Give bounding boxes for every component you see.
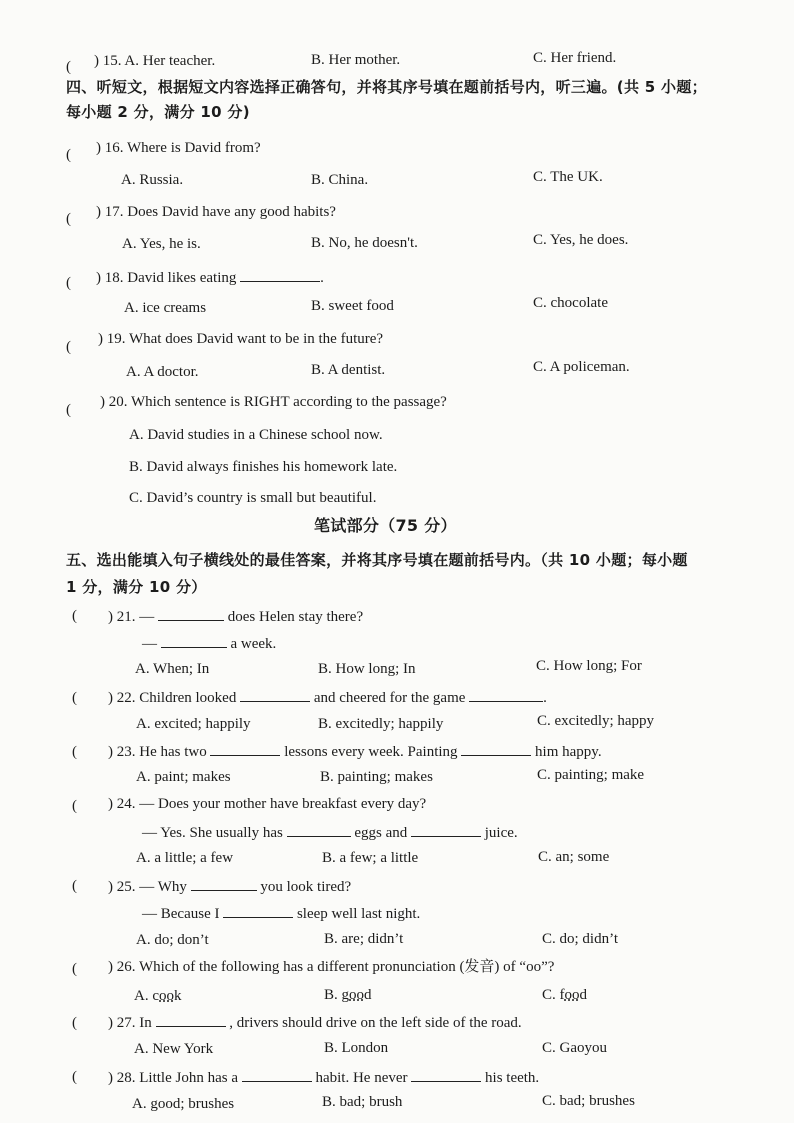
option-text: d: [364, 987, 372, 1003]
option-underlined: oo: [349, 987, 365, 1003]
question-27-text: , drivers should drive on the left side of the road.: [229, 1015, 522, 1031]
question-16-option-a: A. Russia.: [121, 172, 184, 188]
question-27-stem: [108, 1012, 522, 1032]
question-21-line-2: [142, 633, 276, 653]
question-28-text: habit. He never: [315, 1070, 408, 1086]
option-text: B. g: [324, 987, 350, 1003]
question-17-option-b: B. No, he doesn't.: [311, 235, 418, 251]
question-23-text: ) 23. He has two: [108, 744, 207, 760]
answer-blank[interactable]: [191, 876, 257, 891]
question-25-line-1: [108, 876, 351, 896]
question-23-text: lessons every week. Painting: [284, 744, 458, 760]
answer-blank[interactable]: [158, 606, 224, 621]
question-23-option-c: C. painting; make: [537, 767, 645, 783]
question-17-stem: ) 17. Does David have any good habits?: [96, 204, 336, 220]
question-21-line-1: [108, 606, 363, 626]
question-26-option-a: [134, 987, 182, 1005]
question-20-option-a: A. David studies in a Chinese school now.: [129, 427, 383, 443]
question-15-stem: ) 15. A. Her teacher.: [94, 53, 216, 69]
answer-blank[interactable]: [156, 1012, 226, 1027]
question-26-option-c: [542, 986, 587, 1004]
section-5-subtitle: 1 分，满分 10 分）: [66, 578, 207, 596]
question-21-text: a week.: [230, 636, 277, 652]
question-25-option-b: B. are; didn’t: [324, 931, 404, 947]
question-23-option-b: B. painting; makes: [320, 769, 433, 785]
question-24-text: eggs and: [354, 825, 408, 841]
question-28-text: ) 28. Little John has a: [108, 1070, 238, 1086]
answer-blank[interactable]: [240, 687, 310, 702]
question-28-text: his teeth.: [485, 1070, 540, 1086]
answer-blank[interactable]: [161, 633, 227, 648]
question-28-option-a: A. good; brushes: [132, 1096, 235, 1112]
question-21-dash: —: [142, 636, 157, 652]
answer-paren[interactable]: (: [72, 608, 77, 624]
question-15-option-b: B. Her mother.: [311, 52, 401, 68]
question-18-text: ) 18. David likes eating: [96, 270, 237, 286]
option-underlined: oo: [159, 988, 174, 1004]
question-15-option-c: C. Her friend.: [533, 50, 617, 66]
question-16-stem: ) 16. Where is David from?: [96, 140, 261, 156]
question-19-stem: ) 19. What does David want to be in the future?: [98, 331, 384, 347]
option-text: d: [579, 987, 587, 1003]
question-24-option-a: A. a little; a few: [136, 850, 234, 866]
answer-blank[interactable]: [210, 741, 280, 756]
answer-blank[interactable]: [461, 741, 531, 756]
question-22-period: .: [543, 690, 547, 706]
question-18-stem: [96, 267, 324, 287]
question-20-option-c: C. David’s country is small but beautiful.: [129, 490, 377, 506]
question-24-text: — Yes. She usually has: [142, 825, 283, 841]
answer-paren[interactable]: (: [66, 275, 71, 291]
answer-paren[interactable]: (: [72, 690, 77, 706]
answer-blank[interactable]: [411, 1067, 481, 1082]
question-17-option-c: C. Yes, he does.: [533, 232, 629, 248]
question-21-option-c: C. How long; For: [536, 658, 642, 674]
question-21-option-a: A. When; In: [135, 661, 210, 677]
question-20-option-b: B. David always finishes his homework late.: [129, 459, 398, 475]
question-25-line-2: [142, 903, 420, 923]
question-16-option-c: C. The UK.: [533, 169, 603, 185]
option-text: A. c: [134, 988, 159, 1004]
question-19-option-a: A. A doctor.: [126, 364, 199, 380]
answer-paren[interactable]: (: [66, 59, 71, 75]
answer-paren[interactable]: (: [66, 211, 71, 227]
question-26-option-b: [324, 986, 372, 1004]
question-25-text: sleep well last night.: [296, 906, 421, 922]
answer-blank[interactable]: [469, 687, 543, 702]
question-21-text: does Helen stay there?: [227, 609, 364, 625]
question-24-line-2: [142, 822, 518, 842]
answer-paren[interactable]: (: [66, 402, 71, 418]
question-24-line-1: ) 24. — Does your mother have breakfast every day?: [108, 796, 427, 812]
answer-paren[interactable]: (: [72, 961, 77, 977]
question-25-text: ) 25. — Why: [108, 879, 187, 895]
question-17-option-a: A. Yes, he is.: [122, 236, 201, 252]
question-20-stem: ) 20. Which sentence is RIGHT according to the passage?: [100, 394, 447, 410]
answer-blank[interactable]: [242, 1067, 312, 1082]
question-27-text: ) 27. In: [108, 1015, 152, 1031]
question-23-option-a: A. paint; makes: [136, 769, 231, 785]
question-22-option-c: C. excitedly; happy: [537, 713, 655, 729]
question-25-text: — Because I: [142, 906, 220, 922]
question-18-option-b: B. sweet food: [311, 298, 394, 314]
question-22-text: ) 22. Children looked: [108, 690, 237, 706]
section-4-subtitle: 每小题 2 分，满分 10 分): [66, 103, 250, 121]
answer-blank[interactable]: [240, 267, 320, 282]
question-23-text: him happy.: [535, 744, 602, 760]
question-16-option-b: B. China.: [311, 172, 369, 188]
question-28-option-b: B. bad; brush: [322, 1094, 403, 1110]
answer-paren[interactable]: (: [66, 339, 71, 355]
option-text: C. f: [542, 987, 565, 1003]
section-5-title: 五、选出能填入句子横线处的最佳答案，并将其序号填在题前括号内。（共 10 小题；每小题: [66, 551, 688, 569]
answer-paren[interactable]: (: [72, 878, 77, 894]
question-22-option-a: A. excited; happily: [136, 716, 251, 732]
option-underlined: oo: [564, 987, 580, 1003]
question-25-option-a: A. do; don’t: [136, 932, 209, 948]
answer-blank[interactable]: [411, 822, 481, 837]
written-part-title: 笔试部分（75 分）: [314, 516, 457, 535]
question-26-stem: ) 26. Which of the following has a different pronunciation (发音) of “oo”?: [108, 959, 555, 975]
question-28-stem: [108, 1067, 539, 1087]
question-18-option-c: C. chocolate: [533, 295, 608, 311]
question-27-option-a: A. New York: [134, 1041, 214, 1057]
question-28-option-c: C. bad; brushes: [542, 1093, 635, 1109]
answer-paren[interactable]: (: [72, 744, 77, 760]
question-22-option-b: B. excitedly; happily: [318, 716, 444, 732]
answer-blank[interactable]: [287, 822, 351, 837]
question-21-option-b: B. How long; In: [318, 661, 416, 677]
question-25-option-c: C. do; didn’t: [542, 931, 618, 947]
question-23-stem: [108, 741, 602, 761]
question-24-text: juice.: [484, 825, 518, 841]
question-27-option-c: C. Gaoyou: [542, 1040, 607, 1056]
answer-paren[interactable]: (: [72, 1015, 77, 1031]
answer-paren[interactable]: (: [66, 147, 71, 163]
answer-paren[interactable]: (: [72, 1069, 77, 1085]
question-19-option-b: B. A dentist.: [311, 362, 386, 378]
question-25-text: you look tired?: [260, 879, 352, 895]
question-18-option-a: A. ice creams: [124, 300, 207, 316]
section-4-title: 四、听短文，根据短文内容选择正确答句，并将其序号填在题前括号内，听三遍。(共 5 小题；: [66, 78, 707, 96]
question-22-text: and cheered for the game: [313, 690, 466, 706]
question-18-period: .: [320, 270, 324, 286]
question-24-option-b: B. a few; a little: [322, 850, 419, 866]
question-27-option-b: B. London: [324, 1040, 389, 1056]
question-19-option-c: C. A policeman.: [533, 359, 630, 375]
answer-blank[interactable]: [223, 903, 293, 918]
option-text: k: [174, 988, 182, 1004]
question-21-text: ) 21. —: [108, 609, 155, 625]
question-22-stem: [108, 687, 547, 707]
question-24-option-c: C. an; some: [538, 849, 610, 865]
answer-paren[interactable]: (: [72, 798, 77, 814]
